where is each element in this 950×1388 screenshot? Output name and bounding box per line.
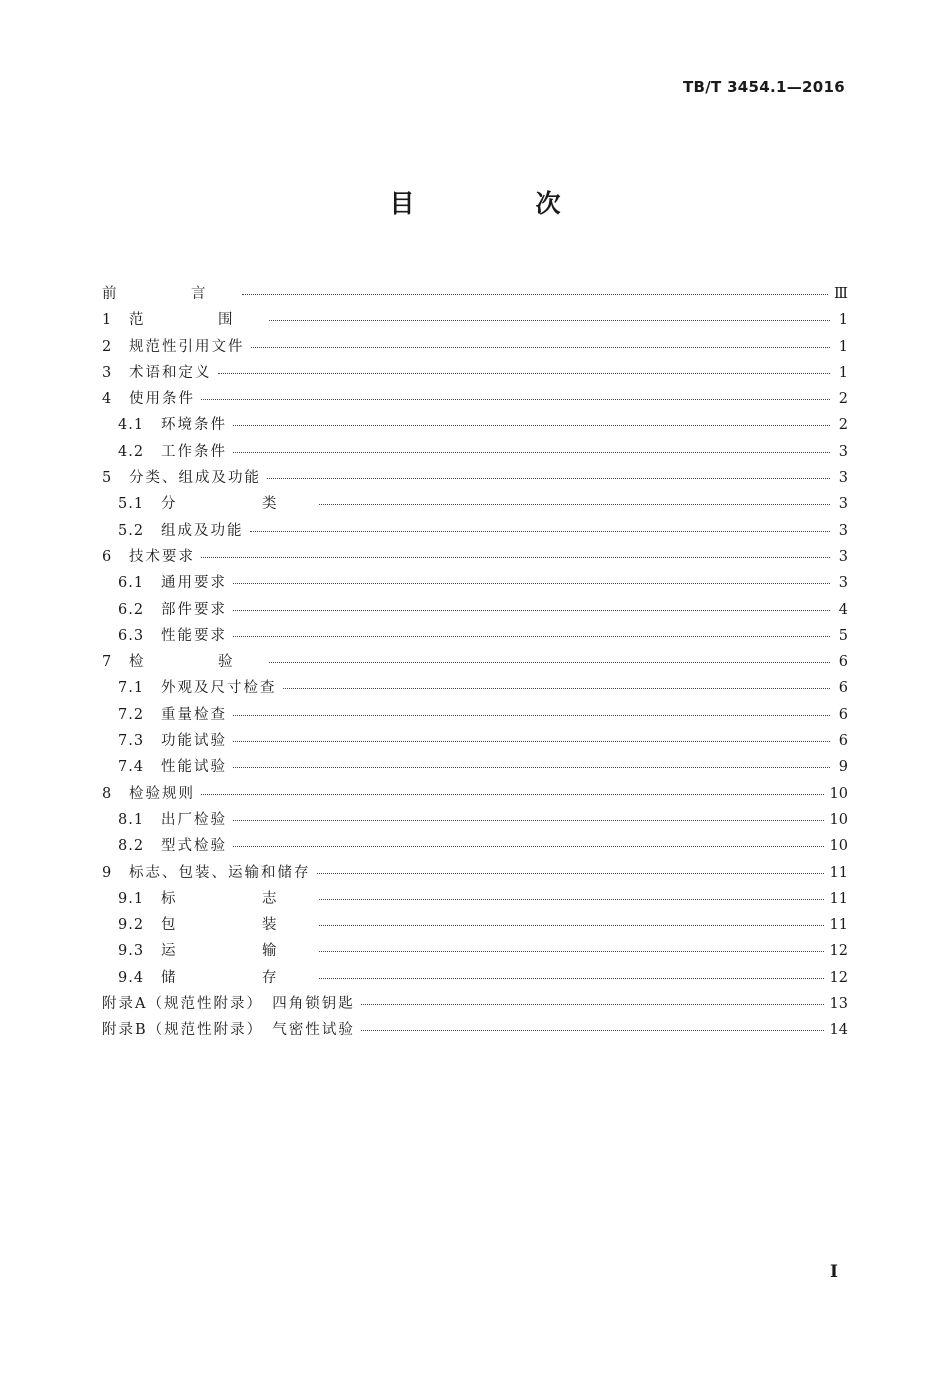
toc-entry-page: 2 — [838, 391, 848, 408]
toc-entry-page: 9 — [838, 759, 848, 776]
toc-entry-page: 6 — [838, 654, 848, 671]
toc-entry-number: 5.2 — [118, 522, 145, 539]
toc-entry-number: 8.1 — [118, 811, 145, 828]
toc-entry-label: 工作条件 — [161, 443, 227, 460]
toc-entry-number: 7.4 — [118, 759, 145, 776]
dot-leader — [251, 347, 831, 348]
dot-leader — [319, 951, 824, 952]
dot-leader — [319, 978, 824, 979]
dot-leader — [242, 294, 829, 295]
toc-entry-number: 2 — [102, 338, 113, 355]
toc-entry[interactable] — [102, 913, 848, 939]
dot-leader — [218, 373, 831, 374]
toc-entry-label: 标志、包装、运输和储存 — [129, 864, 311, 881]
toc-entry[interactable] — [102, 887, 848, 913]
toc-entry[interactable] — [102, 308, 848, 334]
toc-entry[interactable] — [102, 992, 848, 1018]
toc-entry-page: 12 — [829, 969, 848, 986]
table-of-contents — [102, 282, 848, 1045]
toc-entry-number: 6.3 — [118, 627, 145, 644]
dot-leader — [233, 767, 830, 768]
toc-entry-label: 储 存 — [161, 969, 313, 986]
toc-entry-number: 6 — [102, 548, 113, 565]
toc-entry-number: 5 — [102, 470, 113, 487]
toc-entry-label: 重量检查 — [161, 706, 227, 723]
dot-leader — [233, 583, 830, 584]
dot-leader — [233, 636, 830, 637]
toc-entry-number: 7 — [102, 654, 113, 671]
toc-entry-number: 7.1 — [118, 680, 145, 697]
toc-entry-page: 10 — [829, 785, 848, 802]
toc-entry-page: 1 — [838, 312, 848, 329]
toc-entry-page: 2 — [838, 417, 848, 434]
toc-entry-label: 运 输 — [161, 943, 313, 960]
toc-entry[interactable] — [102, 703, 848, 729]
toc-entry-label: 外观及尺寸检查 — [161, 680, 277, 697]
toc-entry-label: 范 围 — [129, 312, 263, 329]
toc-entry-number: 6.1 — [118, 575, 145, 592]
toc-entry-page: 3 — [838, 443, 848, 460]
toc-entry[interactable] — [102, 598, 848, 624]
toc-entry-page: 3 — [838, 522, 848, 539]
toc-entry-number: 9 — [102, 864, 113, 881]
dot-leader — [201, 399, 830, 400]
document-code: TB/T 3454.1—2016 — [682, 78, 845, 96]
toc-entry-label: 出厂检验 — [161, 811, 227, 828]
toc-entry-number: 5.1 — [118, 496, 145, 513]
toc-entry-number: 9.4 — [118, 969, 145, 986]
dot-leader — [233, 820, 824, 821]
toc-title: 目 次 — [389, 189, 609, 218]
toc-entry[interactable] — [102, 571, 848, 597]
toc-entry-page: 5 — [838, 627, 848, 644]
dot-leader — [233, 452, 830, 453]
toc-entry-page: 11 — [829, 864, 848, 881]
dot-leader — [361, 1030, 824, 1031]
toc-entry-page: 10 — [829, 811, 848, 828]
dot-leader — [233, 610, 830, 611]
toc-entry-number: 9.3 — [118, 943, 145, 960]
dot-leader — [283, 688, 831, 689]
toc-entry-page: 3 — [838, 575, 848, 592]
toc-entry-page: 11 — [829, 890, 848, 907]
toc-entry-number: 8.2 — [118, 838, 145, 855]
toc-entry-label: 分类、组成及功能 — [129, 470, 261, 487]
toc-entry-page: 1 — [838, 338, 848, 355]
toc-entry-number: 1 — [102, 312, 113, 329]
toc-entry-label: 标 志 — [161, 890, 313, 907]
toc-entry-page: 3 — [838, 470, 848, 487]
toc-entry[interactable] — [102, 729, 848, 755]
toc-entry-number: 9.2 — [118, 917, 145, 934]
dot-leader — [233, 741, 830, 742]
toc-entry[interactable] — [102, 1018, 848, 1044]
dot-leader — [201, 557, 830, 558]
toc-entry-page: 6 — [838, 680, 848, 697]
dot-leader — [317, 873, 824, 874]
toc-entry[interactable] — [102, 861, 848, 887]
toc-entry-number: 4.2 — [118, 443, 145, 460]
toc-entry[interactable] — [102, 492, 848, 518]
toc-entry[interactable] — [102, 676, 848, 702]
toc-entry[interactable] — [102, 466, 848, 492]
toc-entry-label: 前 言 — [102, 286, 236, 302]
toc-entry[interactable] — [102, 361, 848, 387]
toc-entry-page: 13 — [829, 996, 848, 1013]
toc-entry[interactable] — [102, 335, 848, 361]
toc-entry-label: 环境条件 — [161, 417, 227, 434]
toc-entry[interactable] — [102, 624, 848, 650]
toc-entry-page: 12 — [829, 943, 848, 960]
toc-entry-label: 部件要求 — [161, 601, 227, 618]
dot-leader — [201, 794, 824, 795]
toc-entry-number: 7.3 — [118, 733, 145, 750]
toc-entry-label: 功能试验 — [161, 733, 227, 750]
toc-entry[interactable] — [102, 808, 848, 834]
dot-leader — [319, 925, 824, 926]
dot-leader — [319, 504, 831, 505]
toc-entry-number: 8 — [102, 785, 113, 802]
toc-entry-page: 6 — [838, 706, 848, 723]
page-number: I — [830, 1262, 838, 1282]
toc-entry[interactable] — [102, 387, 848, 413]
toc-entry-label: 型式检验 — [161, 838, 227, 855]
toc-entry-label: 组成及功能 — [161, 522, 244, 539]
toc-entry[interactable] — [102, 834, 848, 860]
toc-entry-page: 1 — [838, 364, 848, 381]
toc-entry-page: 10 — [829, 838, 848, 855]
dot-leader — [233, 715, 830, 716]
dot-leader — [269, 662, 831, 663]
toc-entry-label: 通用要求 — [161, 575, 227, 592]
toc-entry[interactable] — [102, 939, 848, 965]
toc-entry-label: 包 装 — [161, 917, 313, 934]
toc-entry[interactable] — [102, 440, 848, 466]
toc-entry-number: 6.2 — [118, 601, 145, 618]
dot-leader — [319, 899, 824, 900]
dot-leader — [233, 425, 830, 426]
toc-entry-label: 技术要求 — [129, 548, 195, 565]
toc-entry-page: 3 — [838, 496, 848, 513]
toc-entry[interactable] — [102, 519, 848, 545]
toc-entry-page: 3 — [838, 548, 848, 565]
toc-entry-label: 性能试验 — [161, 759, 227, 776]
dot-leader — [361, 1004, 824, 1005]
dot-leader — [269, 320, 831, 321]
toc-entry-label: 使用条件 — [129, 391, 195, 408]
dot-leader — [250, 531, 831, 532]
toc-entry[interactable] — [102, 413, 848, 439]
toc-entry-page: Ⅲ — [834, 286, 848, 302]
toc-entry-number: 4.1 — [118, 417, 145, 434]
dot-leader — [267, 478, 830, 479]
toc-entry-label: 检 验 — [129, 654, 263, 671]
toc-entry-label: 术语和定义 — [129, 364, 212, 381]
toc-entry-number: 3 — [102, 364, 113, 381]
toc-entry-page: 6 — [838, 733, 848, 750]
toc-entry-label: 性能要求 — [161, 627, 227, 644]
toc-entry[interactable] — [102, 966, 848, 992]
toc-entry-page: 11 — [829, 917, 848, 934]
toc-entry-label: 附录A（规范性附录） 四角锁钥匙 — [102, 996, 355, 1013]
toc-entry-label: 附录B（规范性附录） 气密性试验 — [102, 1022, 355, 1039]
toc-entry-label: 规范性引用文件 — [129, 338, 245, 355]
toc-entry-number: 4 — [102, 391, 113, 408]
toc-entry-number: 7.2 — [118, 706, 145, 723]
dot-leader — [233, 846, 824, 847]
toc-entry-label: 分 类 — [161, 496, 313, 513]
toc-entry[interactable] — [102, 782, 848, 808]
toc-entry[interactable] — [102, 755, 848, 781]
toc-entry[interactable] — [102, 650, 848, 676]
toc-entry-page: 14 — [829, 1022, 848, 1039]
toc-entry[interactable] — [102, 545, 848, 571]
toc-entry-label: 检验规则 — [129, 785, 195, 802]
toc-entry-number: 9.1 — [118, 890, 145, 907]
toc-entry-page: 4 — [838, 601, 848, 618]
toc-entry[interactable] — [102, 282, 848, 308]
